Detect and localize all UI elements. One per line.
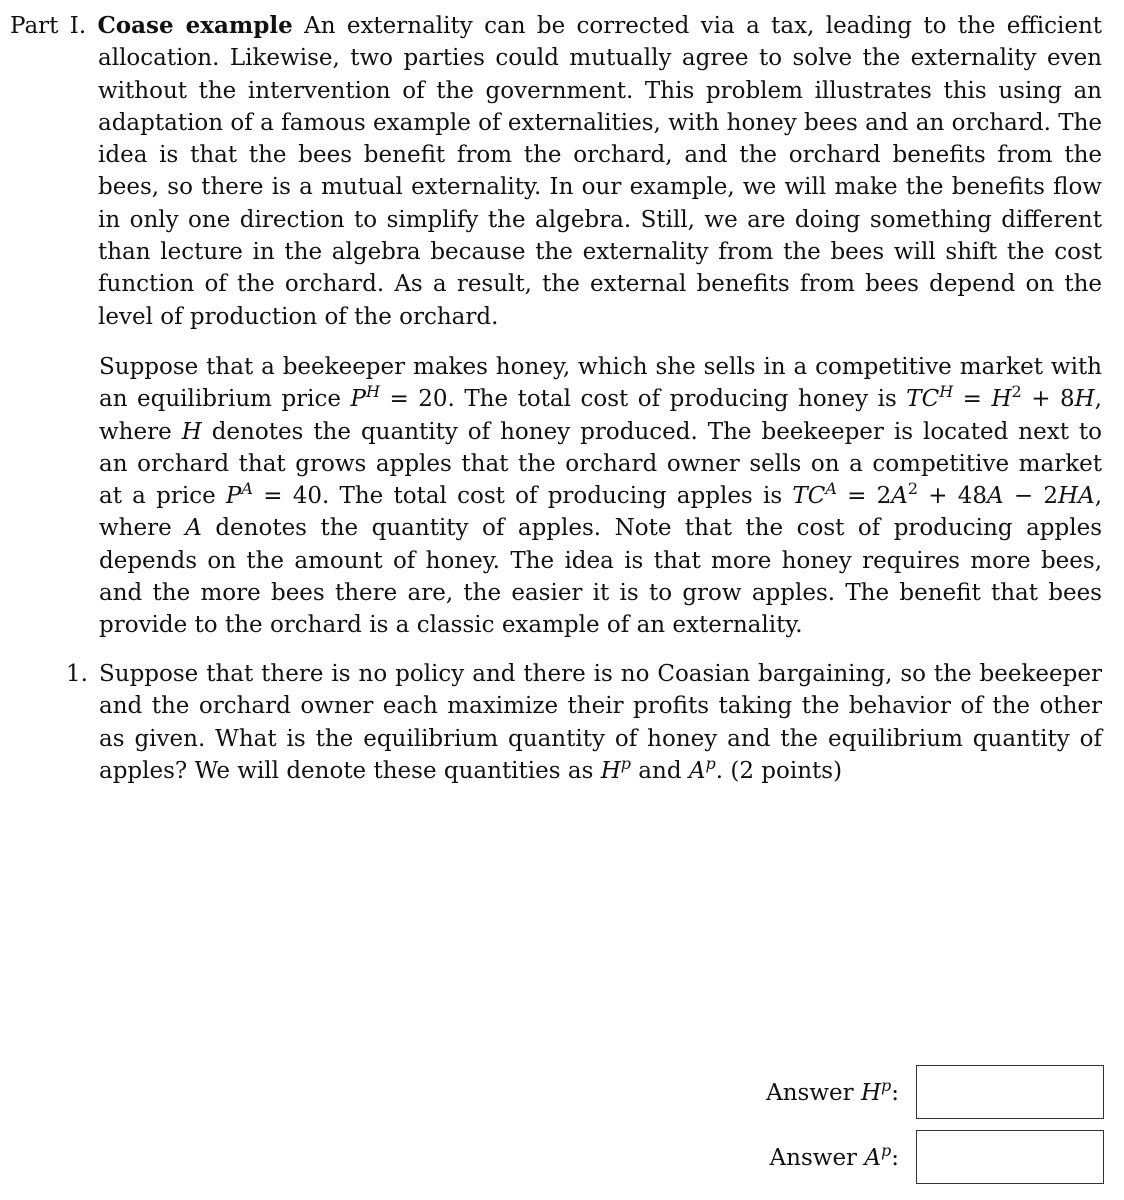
answer-ap-row <box>640 1130 1104 1186</box>
answer-ap-sup: p <box>881 1141 892 1160</box>
math-pa: P <box>225 483 242 510</box>
intro-text: An externality can be corrected via a tax, leading to the efficient allocation. Likewise, two parties could mutually agree to solve the externality even without the intervention of the government. This problem illustrates this using an adaptation of a famous example of externalities, with honey bees and an orchard. The idea is that the bees benefit from the orchard, and the orchard benefits from the bees, so there is a mutual externality. In our example, we will make the benefits flow in only one direction to simplify the algebra. Still, we are doing something different than lecture in the algebra because the externality from the bees will shift the cost function of the orchard. As a result, the external benefits from bees depend on the level of production of the orchard. <box>98 13 1103 330</box>
math-ph: P <box>350 386 366 413</box>
answer-ap-label <box>770 1142 899 1174</box>
setup-text-6: , where <box>99 483 1103 542</box>
math-hp: H <box>600 757 621 784</box>
answer-hp-row <box>640 1065 1104 1121</box>
math-hp-sup: p <box>620 753 631 773</box>
question-points: . (2 points) <box>715 757 843 784</box>
answer-ap-var: A <box>864 1145 881 1171</box>
math-ap-sup: p <box>705 753 716 773</box>
question-1 <box>66 658 1102 787</box>
math-h: H <box>181 418 202 445</box>
math-ph-sup: H <box>366 382 380 402</box>
answer-hp-var: H <box>860 1080 881 1106</box>
setup-text-2: . The total cost of producing honey is <box>447 386 907 413</box>
setup-text-3: , where <box>99 386 1102 445</box>
math-pa-sup: A <box>241 479 253 499</box>
question-text <box>99 658 1102 787</box>
setup-paragraph <box>99 351 1102 642</box>
math-tca-p1: + 48 <box>918 483 988 510</box>
question-and: and <box>631 757 689 784</box>
answer-ap-colon: : <box>891 1145 899 1171</box>
math-tch-h: H <box>991 386 1012 413</box>
answer-hp-label-text: Answer <box>766 1080 861 1106</box>
setup-text-1: Suppose that a beekeeper makes honey, which she sells in a competitive market with an equilibrium price <box>99 354 1102 413</box>
math-tca-a-sup: 2 <box>907 479 919 499</box>
math-tch-h-sup: 2 <box>1011 382 1022 402</box>
answer-hp-box[interactable] <box>916 1065 1104 1119</box>
math-pa-val: = 40 <box>252 483 322 510</box>
math-tca-ha: HA <box>1058 483 1095 510</box>
part-label: Part I. <box>10 13 87 39</box>
math-tca-a2: A <box>987 483 1004 510</box>
math-tch-eq: = <box>953 386 992 413</box>
math-tch-h2: H <box>1074 386 1095 413</box>
answer-hp-colon: : <box>891 1080 899 1106</box>
intro-paragraph <box>10 10 1102 333</box>
math-tca-p2: − 2 <box>1003 483 1059 510</box>
math-tca-sup: A <box>825 479 837 499</box>
question-body: Suppose that there is no policy and there is no Coasian bargaining, so the beekeeper and the orchard owner each maximize their profits taking the behavior of the other as given. What is the equilibrium quantity of honey and the equilibrium quantity of apples? We will denote these quantities as <box>99 661 1102 784</box>
answer-ap-label-text: Answer <box>769 1145 865 1171</box>
math-tca-a: A <box>891 483 908 510</box>
setup-text-4: denotes the quantity of honey produced. The beekeeper is located next to an orchard that grows apples that the orchard owner sells on a competitive market at a price <box>99 418 1102 510</box>
setup-text-5: . The total cost of producing apples is <box>321 483 793 510</box>
math-tch-rest: + 8 <box>1021 386 1075 413</box>
math-tca: TC <box>792 483 826 510</box>
math-ap: A <box>688 757 706 784</box>
math-tch: TC <box>906 386 940 413</box>
math-a: A <box>185 515 202 542</box>
math-tch-sup: H <box>939 382 954 402</box>
setup-text-7: denotes the quantity of apples. Note that the cost of producing apples depends on the amount of honey. The idea is that more honey requires more bees, and the more bees there are, the easier it is to grow apples. The benefit that bees provide to the orchard is a classic example of an externality. <box>99 515 1102 639</box>
section-title: Coase example <box>97 12 293 39</box>
answer-hp-sup: p <box>881 1076 892 1095</box>
question-number: 1. <box>66 661 88 687</box>
math-ph-val: = 20 <box>379 386 448 413</box>
math-tca-eq: = 2 <box>836 483 892 510</box>
answer-hp-label <box>766 1077 899 1109</box>
answer-ap-box[interactable] <box>916 1130 1104 1184</box>
